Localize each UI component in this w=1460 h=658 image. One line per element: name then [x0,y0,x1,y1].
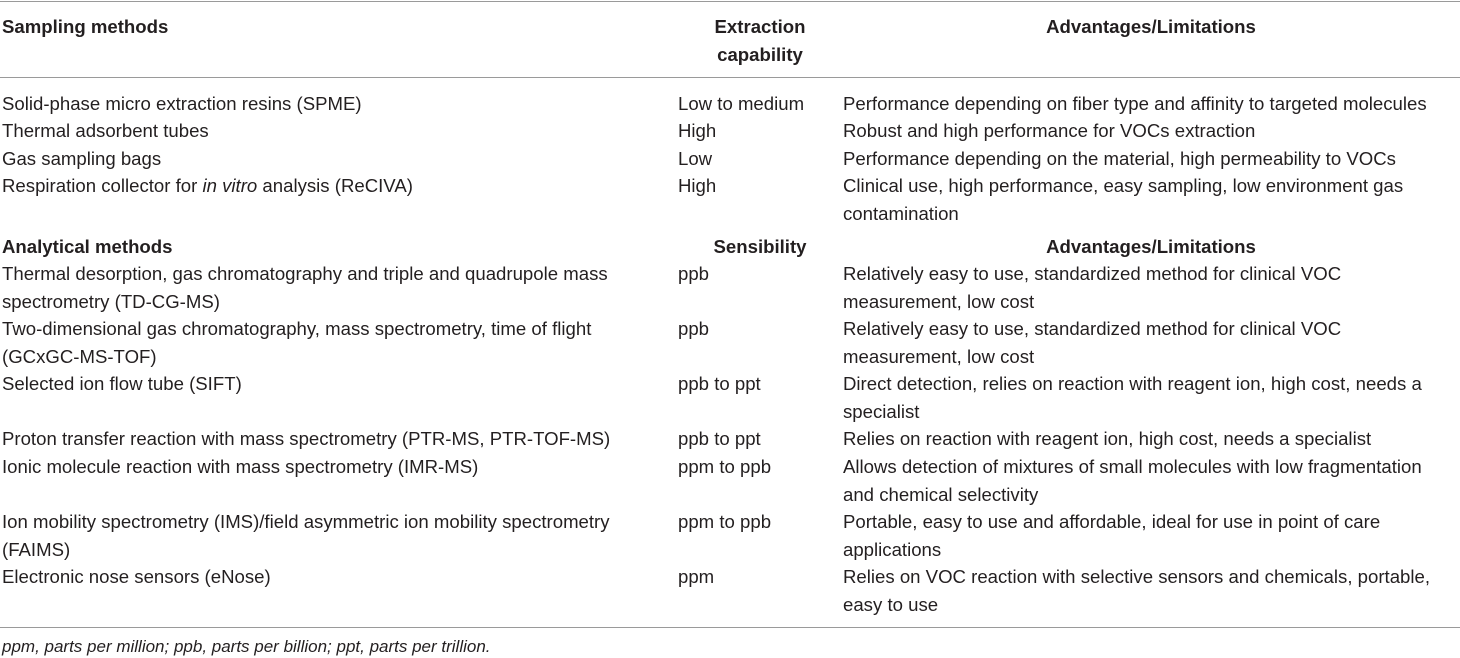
analytical-method-cell: Two-dimensional gas chromatography, mass spectrometry, time of flight (GCxGC-MS-TOF) [2,318,592,367]
sensibility-cell: ppb [678,263,710,284]
analytical-method-cell: Thermal desorption, gas chromatography and triple and quadrupole mass spectrometry (TD-CG-MS) [2,263,608,312]
analytical-method-cell: Selected ion flow tube (SIFT) [2,373,242,394]
advantages-cell: Portable, easy to use and affordable, ideal for use in point of care applications [843,511,1381,560]
advantages-cell: Direct detection, relies on reaction with reagent ion, high cost, needs a specialist [843,373,1422,422]
bottom-rule [0,627,1460,628]
extraction-capability-cell: High [678,120,717,141]
header-advantages-limitations: Advantages/Limitations [1046,16,1256,37]
sensibility-cell: ppm to ppb [678,456,772,477]
header-analytical-methods: Analytical methods [2,236,173,257]
header-sampling-methods: Sampling methods [2,16,169,37]
top-rule [0,1,1460,2]
advantages-cell: Relies on VOC reaction with selective sensors and chemicals, portable, easy to use [843,566,1431,615]
advantages-cell: Robust and high performance for VOCs extraction [843,120,1256,141]
sensibility-cell: ppm [678,566,715,587]
sampling-method-cell: Gas sampling bags [2,148,162,169]
analytical-method-cell: Ionic molecule reaction with mass spectrometry (IMR-MS) [2,456,479,477]
sampling-method-cell: Thermal adsorbent tubes [2,120,209,141]
header-extraction-capability: Extraction capability [714,16,806,65]
italic-term: in vitro [202,175,258,196]
sensibility-cell: ppm to ppb [678,511,772,532]
header-rule [0,77,1460,78]
advantages-cell: Allows detection of mixtures of small molecules with low fragmentation and chemical selectivity [843,456,1422,505]
analytical-method-cell: Ion mobility spectrometry (IMS)/field asymmetric ion mobility spectrometry (FAIMS) [2,511,610,560]
extraction-capability-cell: Low [678,148,713,169]
sensibility-cell: ppb [678,318,710,339]
advantages-cell: Relatively easy to use, standardized method for clinical VOC measurement, low cost [843,263,1342,312]
header-advantages-limitations: Advantages/Limitations [1046,236,1256,257]
analytical-method-cell: Proton transfer reaction with mass spectrometry (PTR-MS, PTR-TOF-MS) [2,428,611,449]
sampling-method-cell: Solid-phase micro extraction resins (SPME) [2,93,362,114]
table-footnote: ppm, parts per million; ppb, parts per billion; ppt, parts per trillion. [2,637,491,656]
advantages-cell: Clinical use, high performance, easy sampling, low environment gas contamination [843,175,1404,224]
sensibility-cell: ppb to ppt [678,373,761,394]
advantages-cell: Relatively easy to use, standardized method for clinical VOC measurement, low cost [843,318,1342,367]
analytical-method-cell: Electronic nose sensors (eNose) [2,566,271,587]
extraction-capability-cell: High [678,175,717,196]
sensibility-cell: ppb to ppt [678,428,761,449]
sampling-method-cell: Respiration collector for in vitro analysis (ReCIVA) [2,175,413,196]
advantages-cell: Performance depending on the material, high permeability to VOCs [843,148,1396,169]
header-sensibility: Sensibility [713,236,807,257]
advantages-cell: Performance depending on fiber type and affinity to targeted molecules [843,93,1427,114]
advantages-cell: Relies on reaction with reagent ion, high cost, needs a specialist [843,428,1372,449]
extraction-capability-cell: Low to medium [678,93,805,114]
